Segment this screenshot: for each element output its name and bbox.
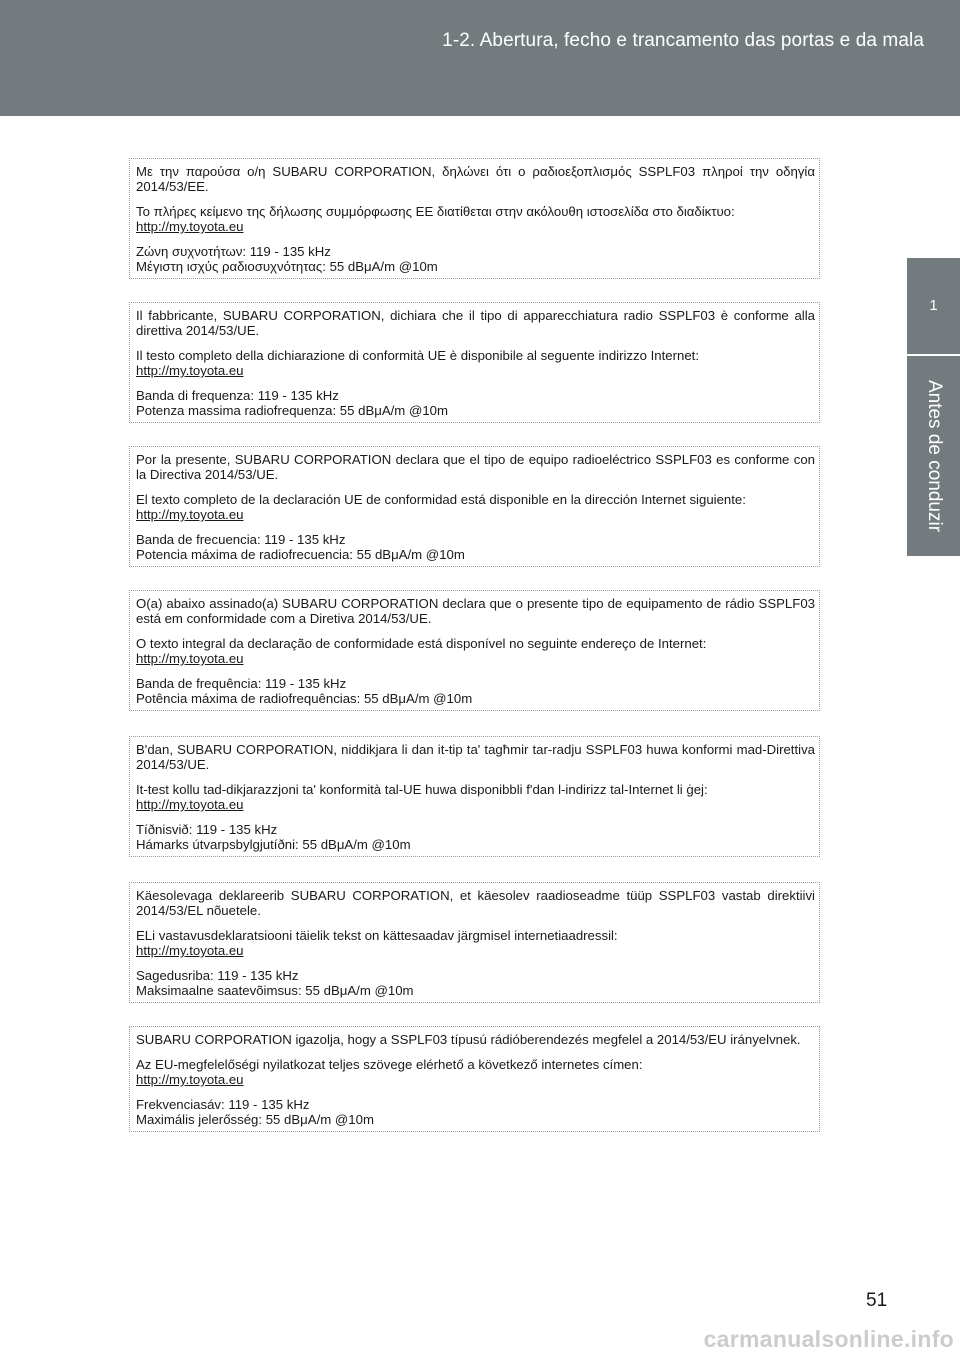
fulltext-note: ELi vastavusdeklaratsiooni täielik tekst on kättesaadav järgmisel internetiaadressil: <box>136 928 618 943</box>
declaration-block-el <box>129 158 820 279</box>
max-power: Maximális jelerősség: 55 dBμA/m @10m <box>136 1112 374 1127</box>
declaration-block-it <box>129 302 820 423</box>
watermark: carmanualsonline.info <box>703 1326 954 1352</box>
declaration-url-link[interactable]: http://my.toyota.eu <box>136 507 244 522</box>
declaration-url-link[interactable]: http://my.toyota.eu <box>136 943 244 958</box>
chapter-tab-label <box>907 356 960 556</box>
max-power: Hámarks útvarpsbylgjutíðni: 55 dBμA/m @10m <box>136 837 411 852</box>
page-header <box>0 0 960 116</box>
fulltext-note: Az EU-megfelelőségi nyilatkozat teljes szövege elérhető a következő internetes címen: <box>136 1057 643 1072</box>
max-power: Μέγιστη ισχύς ραδιοσυχνότητας: 55 dBμA/m @10m <box>136 259 438 274</box>
declaration-url-link[interactable]: http://my.toyota.eu <box>136 651 244 666</box>
frequency-band: Ζώνη συχνοτήτων: 119 - 135 kHz <box>136 244 331 259</box>
declaration-url-link[interactable]: http://my.toyota.eu <box>136 797 244 812</box>
declaration-text: O(a) abaixo assinado(a) SUBARU CORPORATION declara que o presente tipo de equipamento de rádio SSPLF03 está em conformidade com a Diretiva 2014/53/UE. <box>136 596 815 626</box>
frequency-band: Frekvenciasáv: 119 - 135 kHz <box>136 1097 310 1112</box>
declaration-block-et <box>129 882 820 1003</box>
declaration-text: SUBARU CORPORATION igazolja, hogy a SSPLF03 típusú rádióberendezés megfelel a 2014/53/EU irányelvnek. <box>136 1032 801 1047</box>
declaration-block-es <box>129 446 820 567</box>
frequency-band: Banda de frecuencia: 119 - 135 kHz <box>136 532 346 547</box>
page-number: 51 <box>866 1290 888 1311</box>
declaration-text: Por la presente, SUBARU CORPORATION declara que el tipo de equipo radioeléctrico SSPLF03 es conforme con la Directiva 2014/53/UE. <box>136 452 815 482</box>
max-power: Potência máxima de radiofrequências: 55 dBμA/m @10m <box>136 691 473 706</box>
fulltext-note: O texto integral da declaração de conformidade está disponível no seguinte endereço de Internet: <box>136 636 707 651</box>
fulltext-note: Το πλήρες κείμενο της δήλωσης συμμόρφωσης ΕΕ διατίθεται στην ακόλουθη ιστοσελίδα στο διαδίκτυο: <box>136 204 735 219</box>
max-power: Maksimaalne saatevõimsus: 55 dBμA/m @10m <box>136 983 414 998</box>
declaration-url-link[interactable]: http://my.toyota.eu <box>136 219 244 234</box>
chapter-tab-number: 1 <box>907 258 960 354</box>
frequency-band: Sagedusriba: 119 - 135 kHz <box>136 968 299 983</box>
declaration-block-hu <box>129 1026 820 1132</box>
declaration-text: Με την παρούσα ο/η SUBARU CORPORATION, δηλώνει ότι ο ραδιοεξοπλισμός SSPLF03 πληροί την οδηγία 2014/53/ΕΕ. <box>136 164 815 194</box>
frequency-band: Banda di frequenza: 119 - 135 kHz <box>136 388 339 403</box>
fulltext-note: It-test kollu tad-dikjarazzjoni ta' konformità tal-UE huwa disponibbli f'dan l-indirizz tal-Internet li ġej: <box>136 782 708 797</box>
declaration-url-link[interactable]: http://my.toyota.eu <box>136 363 244 378</box>
frequency-band: Banda de frequência: 119 - 135 kHz <box>136 676 347 691</box>
declaration-text: B'dan, SUBARU CORPORATION, niddikjara li dan it-tip ta' tagħmir tar-radju SSPLF03 huwa konformi mad-Direttiva 2014/53/UE. <box>136 742 815 772</box>
declaration-block-pt <box>129 590 820 711</box>
section-title: 1-2. Abertura, fecho e trancamento das portas e da mala <box>442 30 924 51</box>
fulltext-note: El texto completo de la declaración UE de conformidad está disponible en la dirección Internet siguiente: <box>136 492 746 507</box>
declaration-text: Käesolevaga deklareerib SUBARU CORPORATION, et käesolev raadioseadme tüüp SSPLF03 vastab direktiivi 2014/53/EL nõuetele. <box>136 888 815 918</box>
declaration-block-mt <box>129 736 820 857</box>
declaration-text: Il fabbricante, SUBARU CORPORATION, dichiara che il tipo di apparecchiatura radio SSPLF03 è conforme alla direttiva 2014/53/UE. <box>136 308 815 338</box>
fulltext-note: Il testo completo della dichiarazione di conformità UE è disponibile al seguente indirizzo Internet: <box>136 348 699 363</box>
frequency-band: Tíðnisvið: 119 - 135 kHz <box>136 822 278 837</box>
chapter-tab-label-text: Antes de conduzir <box>923 379 945 533</box>
max-power: Potenza massima radiofrequenza: 55 dBμA/m @10m <box>136 403 448 418</box>
max-power: Potencia máxima de radiofrecuencia: 55 dBμA/m @10m <box>136 547 465 562</box>
declaration-url-link[interactable]: http://my.toyota.eu <box>136 1072 244 1087</box>
